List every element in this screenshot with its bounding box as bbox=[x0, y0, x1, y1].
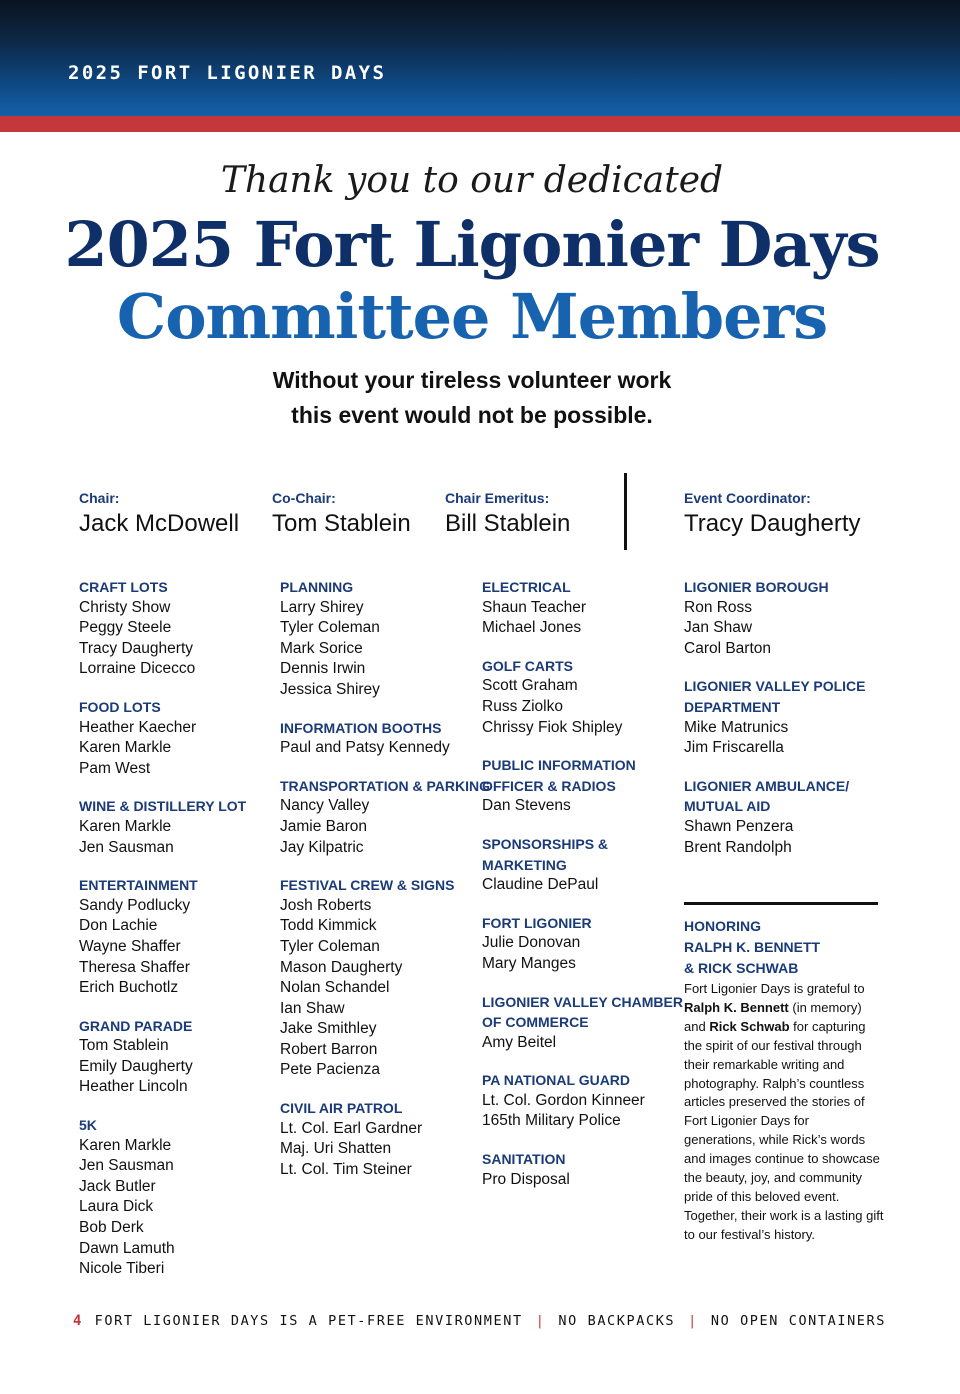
committee-member: Josh Roberts bbox=[280, 896, 372, 914]
honoring-text-part: Fort Ligonier Days is grateful to bbox=[684, 981, 865, 996]
honoree-name: Rick Schwab bbox=[709, 1018, 790, 1034]
committee-member: Wayne Shaffer bbox=[79, 937, 181, 955]
committee-member: Tyler Coleman bbox=[280, 619, 380, 637]
committee-member: Maj. Uri Shatten bbox=[280, 1140, 392, 1158]
committee-member: Scott Graham bbox=[482, 677, 578, 695]
committee-group bbox=[482, 577, 682, 639]
committee-member: Jamie Baron bbox=[280, 817, 368, 835]
committee-member: Russ Ziolko bbox=[482, 697, 563, 715]
page-number: 4 bbox=[73, 1313, 82, 1329]
officer-role: Co-Chair: bbox=[272, 490, 336, 506]
committee-title: PA NATIONAL GUARD bbox=[482, 1072, 631, 1089]
committee-member: Lt. Col. Gordon Kinneer bbox=[482, 1091, 645, 1109]
header-red-stripe bbox=[0, 116, 960, 132]
committee-group bbox=[280, 1098, 480, 1180]
committee-column-3 bbox=[482, 577, 682, 1207]
officer-chair bbox=[79, 490, 239, 539]
committee-title: ENTERTAINMENT bbox=[79, 877, 198, 894]
page-title-line1: 2025 Fort Ligonier Days bbox=[64, 208, 880, 281]
committee-member: Dan Stevens bbox=[482, 797, 571, 815]
officer-name: Tracy Daugherty bbox=[684, 510, 861, 537]
committee-group bbox=[482, 913, 682, 975]
committee-title: MUTUAL AID bbox=[684, 798, 771, 815]
footer-separator: | bbox=[535, 1313, 546, 1329]
page-title-line2: Committee Members bbox=[116, 280, 828, 353]
officer-role: Event Coordinator: bbox=[684, 490, 811, 506]
committee-member: Tracy Daugherty bbox=[79, 639, 193, 657]
committee-member: Pro Disposal bbox=[482, 1170, 570, 1188]
officer-divider bbox=[624, 473, 627, 550]
committee-title: OFFICER & RADIOS bbox=[482, 777, 616, 794]
footer-separator: | bbox=[688, 1313, 698, 1329]
committee-title: WINE & DISTILLERY LOT bbox=[79, 798, 247, 815]
committee-group bbox=[482, 656, 682, 738]
committee-group bbox=[280, 776, 490, 858]
committee-member: Paul and Patsy Kennedy bbox=[280, 739, 450, 757]
committee-group bbox=[79, 577, 279, 680]
committee-member: Christy Show bbox=[79, 598, 171, 616]
committee-member: Bob Derk bbox=[79, 1219, 144, 1237]
committee-member: Brent Randolph bbox=[684, 838, 792, 856]
committee-member: Lt. Col. Earl Gardner bbox=[280, 1119, 423, 1137]
committee-member: Nancy Valley bbox=[280, 797, 370, 815]
committee-member: Mark Sorice bbox=[280, 639, 363, 657]
committee-member: Tyler Coleman bbox=[280, 937, 380, 955]
committee-group bbox=[280, 718, 480, 759]
committee-title: SPONSORSHIPS & bbox=[482, 835, 609, 852]
committee-member: Sandy Podlucky bbox=[79, 896, 191, 914]
committee-member: Don Lachie bbox=[79, 917, 158, 935]
committee-member: Dennis Irwin bbox=[280, 660, 366, 678]
subtitle-line2: this event would not be possible. bbox=[291, 402, 653, 428]
officer-role: Chair: bbox=[79, 490, 120, 506]
committee-group bbox=[280, 577, 480, 701]
committee-title: DEPARTMENT bbox=[684, 698, 781, 715]
committee-group bbox=[482, 1149, 682, 1190]
committee-member: Jen Sausman bbox=[79, 1157, 174, 1175]
committee-group bbox=[482, 755, 682, 817]
committee-column-2 bbox=[280, 577, 490, 1197]
committee-group bbox=[684, 676, 884, 758]
committee-group bbox=[79, 796, 279, 858]
committee-member: Shaun Teacher bbox=[482, 598, 586, 616]
committee-member: Heather Kaecher bbox=[79, 718, 197, 736]
footer-note: NO OPEN CONTAINERS bbox=[710, 1313, 886, 1329]
committee-member: Claudine DePaul bbox=[482, 876, 599, 894]
committee-group bbox=[482, 834, 682, 896]
committee-member: Jake Smithley bbox=[280, 1020, 377, 1038]
committee-title: SANITATION bbox=[482, 1151, 566, 1168]
committee-member: Karen Markle bbox=[79, 817, 172, 835]
committee-member: Lorraine Dicecco bbox=[79, 660, 196, 678]
committee-member: Jan Shaw bbox=[684, 619, 753, 637]
thanks-heading: Thank you to our dedicated bbox=[220, 160, 724, 201]
committee-title: OF COMMERCE bbox=[482, 1014, 589, 1031]
committee-group bbox=[79, 875, 279, 999]
committee-member: Robert Barron bbox=[280, 1040, 378, 1058]
committee-group bbox=[79, 1115, 279, 1280]
committee-member: Ian Shaw bbox=[280, 999, 345, 1017]
committee-title: LIGONIER BOROUGH bbox=[684, 579, 829, 595]
committee-title: FORT LIGONIER bbox=[482, 914, 592, 931]
committee-member: Nolan Schandel bbox=[280, 979, 390, 997]
committee-member: Karen Markle bbox=[79, 739, 172, 757]
committee-title: LIGONIER VALLEY CHAMBER bbox=[482, 993, 683, 1010]
footer-note: NO BACKPACKS bbox=[558, 1313, 676, 1329]
committee-member: Chrissy Fiok Shipley bbox=[482, 718, 623, 736]
committee-member: Nicole Tiberi bbox=[79, 1260, 165, 1278]
honoring-title-line: & RICK SCHWAB bbox=[684, 960, 799, 976]
officer-name: Bill Stablein bbox=[445, 510, 571, 537]
committee-member: Mason Daugherty bbox=[280, 958, 403, 976]
committee-title: LIGONIER VALLEY POLICE bbox=[684, 678, 866, 695]
honoring-divider bbox=[684, 902, 878, 905]
committee-group bbox=[684, 577, 884, 659]
committee-member: Theresa Shaffer bbox=[79, 958, 190, 976]
committee-group bbox=[482, 992, 682, 1054]
committee-group bbox=[79, 697, 279, 779]
committee-member: Pam West bbox=[79, 759, 151, 777]
honoring-text-part: (in memory) and bbox=[684, 999, 862, 1034]
committee-title: 5K bbox=[79, 1117, 97, 1134]
committee-group bbox=[684, 776, 884, 858]
committee-member: Carol Barton bbox=[684, 639, 772, 657]
committee-member: Mike Matrunics bbox=[684, 718, 789, 736]
committee-member: Amy Beitel bbox=[482, 1033, 557, 1051]
committee-group bbox=[482, 1070, 682, 1132]
committee-member: Heather Lincoln bbox=[79, 1078, 188, 1096]
committee-member: Erich Buchotlz bbox=[79, 979, 179, 997]
committee-member: Tom Stablein bbox=[79, 1037, 169, 1055]
committee-title: CIVIL AIR PATROL bbox=[280, 1100, 403, 1117]
committee-member: Jack Butler bbox=[79, 1177, 156, 1195]
committee-member: Julie Donovan bbox=[482, 934, 581, 952]
honoring-section bbox=[684, 916, 884, 1245]
committee-member: Lt. Col. Tim Steiner bbox=[280, 1160, 412, 1178]
header-band bbox=[0, 0, 960, 116]
footer-notes bbox=[95, 1313, 886, 1329]
committee-member: Dawn Lamuth bbox=[79, 1239, 175, 1257]
committee-member: Todd Kimmick bbox=[280, 917, 377, 935]
committee-title: MARKETING bbox=[482, 856, 567, 873]
committee-member: Michael Jones bbox=[482, 619, 582, 637]
committee-title: ELECTRICAL bbox=[482, 579, 571, 595]
committee-title: FESTIVAL CREW & SIGNS bbox=[280, 877, 455, 894]
committee-column-4 bbox=[684, 577, 884, 875]
committee-member: Ron Ross bbox=[684, 598, 753, 616]
officer-event-coordinator bbox=[684, 490, 861, 539]
honoring-paragraph bbox=[684, 980, 884, 1245]
committee-group bbox=[280, 875, 480, 1081]
committee-member: Laura Dick bbox=[79, 1198, 154, 1216]
committee-member: Karen Markle bbox=[79, 1136, 172, 1154]
committee-title: FOOD LOTS bbox=[79, 698, 161, 715]
officer-co-chair bbox=[272, 490, 411, 539]
committee-title: CRAFT LOTS bbox=[79, 579, 168, 595]
honoring-title-line: HONORING bbox=[684, 918, 761, 934]
committee-member: Jessica Shirey bbox=[280, 680, 380, 698]
committee-member: Jim Friscarella bbox=[684, 739, 784, 757]
committee-title: INFORMATION BOOTHS bbox=[280, 719, 442, 736]
committee-member: Pete Pacienza bbox=[280, 1061, 380, 1079]
committee-title: PLANNING bbox=[280, 579, 354, 595]
committee-title: PUBLIC INFORMATION bbox=[482, 757, 636, 774]
officer-name: Jack McDowell bbox=[79, 510, 240, 537]
honoring-text-part: for capturing the spirit of our festival through their remarkable writing and photography. Ralph’s countless articles preserved the stories of Fort Ligonier Days for generations, while Rick’s words and images continue to showcase the beauty, joy, and community pride of this beloved event. Together, their work is a lasting gift to our festival’s history. bbox=[684, 1018, 884, 1242]
subtitle-line1: Without your tireless volunteer work bbox=[272, 367, 672, 393]
committee-member: Larry Shirey bbox=[280, 598, 364, 616]
committee-member: Mary Manges bbox=[482, 954, 576, 972]
header-title: 2025 FORT LIGONIER DAYS bbox=[68, 62, 387, 84]
footer-note: FORT LIGONIER DAYS IS A PET-FREE ENVIRONMENT bbox=[94, 1313, 523, 1329]
committee-member: 165th Military Police bbox=[482, 1112, 621, 1130]
committee-title: LIGONIER AMBULANCE/ bbox=[684, 777, 850, 794]
committee-member: Shawn Penzera bbox=[684, 817, 794, 835]
committee-member: Jen Sausman bbox=[79, 838, 174, 856]
committee-group bbox=[79, 1016, 279, 1098]
committee-member: Emily Daugherty bbox=[79, 1057, 193, 1075]
honoring-title-line: RALPH K. BENNETT bbox=[684, 939, 821, 955]
committee-column-1 bbox=[79, 577, 279, 1297]
committee-title: GRAND PARADE bbox=[79, 1017, 193, 1034]
committee-member: Peggy Steele bbox=[79, 619, 172, 637]
committee-title: GOLF CARTS bbox=[482, 657, 573, 674]
honoree-name: Ralph K. Bennett bbox=[684, 999, 789, 1015]
officer-chair-emeritus bbox=[445, 490, 570, 539]
officer-name: Tom Stablein bbox=[272, 510, 411, 537]
officer-role: Chair Emeritus: bbox=[445, 490, 550, 506]
committee-title: TRANSPORTATION & PARKING bbox=[280, 777, 490, 794]
committee-member: Jay Kilpatric bbox=[280, 838, 364, 856]
